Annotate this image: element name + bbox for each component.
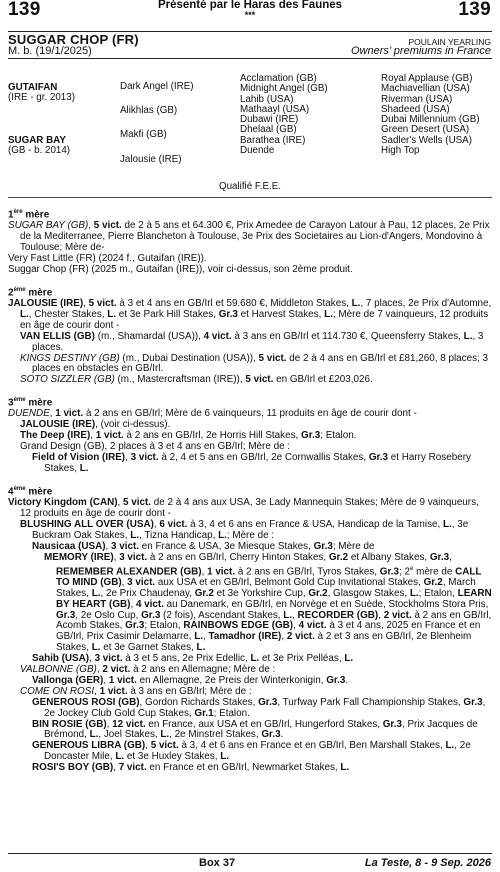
gen3-0: Acclamation (GB) [240,73,317,84]
header-rule-2 [8,58,492,59]
fourth-dam-produce-11: ROSI'S BOY (GB), 7 vict. en France et en GB/Irl, Newmarket Stakes, L. [32,762,350,774]
third-dam-produce-3: Grand Design (GB), 2 places à 3 et 4 ans en GB/Irl; Mère de : [20,441,291,453]
stars: *** [244,10,256,20]
horse-details: M. b. (19/1/2025) [8,45,92,57]
pedigree-gen3 [240,74,328,156]
fourth-dam-produce-5: VALBONNE (GB), 2 vict. à 2 ans en Allemagne; Mère de : [20,664,276,676]
fourth-dam-produce-4: Sahib (USA), 3 vict. à 3 et 5 ans, 2e Prix Edellic, L. et 3e Prix Pelléas, L. [32,653,354,665]
gen3-2: Lahib (USA) [240,93,294,105]
fourth-dam-produce-1: BLUSHING ALL OVER (USA), 6 vict. à 3, 4 et 6 ans en France & USA, Handicap de la Tamise, L., 3e Buckram Oak Stakes, L., Tizna Handicap, L.; Mère de : [20,518,469,541]
gen3-6: Barathea (IRE) [240,134,306,146]
dam-info: (GB - b. 2014) [8,145,71,157]
box-number: Box 37 [199,857,236,869]
gen4-4: Dubai Millennium (GB) [381,114,480,126]
pedigree-gen2-3: Jalousie (IRE) [120,154,182,165]
second-dam-heading: 2ème mère [8,286,53,299]
presented-by: Présenté par le Haras des Faunes [157,0,343,11]
pedigree-gen2-2: Makfi (GB) [120,129,167,140]
dam-name: SUGAR BAY [8,135,66,146]
third-dam-para: DUENDE, 1 vict. à 2 ans en GB/Irl; Mère de 6 vainqueurs, 11 produits en âge de courir dont - [8,408,417,420]
sire-info: (IRE - gr. 2013) [8,92,75,104]
pedigree-rule [8,197,492,198]
gen3-4: Dubawi (IRE) [240,114,299,126]
fourth-dam-produce-3: MEMORY (IRE), 3 vict. à 2 ans en GB/Irl, Cherry Hinton Stakes, Gr.2 et Albany Stakes, Gr.3, REMEMBER ALEXANDER (GB), 1 vict. à 2 ans en GB/Irl, Tyros Stakes, Gr.3; 2e mère de CALL TO MIND (GB), 3 vict. aux USA et en GB/Irl, Belmont Gold Cup Invitational Stakes, Gr.2, March Stakes, L., 2e Prix Chaudenay, Gr.2 et 3e Yorkshire Cup, Gr.2, Glasgow Stakes, L.; Etalon, LEARN BY HEART (GB), 4 vict. au Danemark, en GB/Irl, en Norvège et en Suède, Stockholms Stora Pris, Gr.3, 2e Oslo Cup, Gr.3 (2 fois), Ascendant Stakes, L., RECORDER (GB), 2 vict. à 2 ans en GB/Irl, Acomb Stakes, Gr.3; Etalon, RAINBOWS EDGE (GB), 4 vict. à 3 et 4 ans, 2025 en France et en GB/Irl, Prix Casimir Delamarre, L., Tamadhor (IRE), 2 vict. à 2 et 3 ans en GB/Irl, 2e Blenheim Stakes, L. et 3e Garnet Stakes, L. [44,551,492,654]
second-dam-produce-2: KINGS DESTINY (GB) (m., Dubai Destination (USA)), 5 vict. de 2 à 4 ans en GB/Irl et £81,260, 8 places; 3 places en obstacles en GB/Irl. [20,352,489,375]
fourth-dam-produce-8: GENEROUS ROSI (GB), Gordon Richards Stakes, Gr.3, Turfway Park Fall Championship Stakes, Gr.3, 2e Jockey Club Gold Cup Stakes, Gr.1; Etalon. [32,696,486,719]
pedigree-gen2-0: Dark Angel (IRE) [120,81,194,92]
owners-premiums: Owners’ premiums in France [351,45,491,57]
fourth-dam-produce-10: GENEROUS LIBRA (GB), 5 vict. à 3, 4 et 6 ans en France et en GB/Irl, Ben Marshall Stakes, L., 2e Doncaster Mile, L. et 3e Huxley Stakes, L. [32,740,471,763]
gen3-5: Dhelaal (GB) [240,124,297,136]
pedigree-gen2-1: Alikhlas (GB) [120,105,178,116]
gen4-3: Shadeed (USA) [381,103,450,115]
lot-number-right: 139 [458,0,491,20]
fourth-dam-heading: 4ème mère [8,485,53,498]
gen4-5: Green Desert (USA) [381,124,470,136]
fourth-dam-produce-6: Vallonga (GER), 1 vict. en Allemagne, 2e Preis der Winterkonigin, Gr.3. [32,674,349,686]
gen3-1: Midnight Angel (GB) [240,83,328,95]
gen4-6: Sadler's Wells (USA) [381,134,472,146]
gen4-7: High Top [381,145,420,157]
pedigree-sire [8,83,75,104]
gen4-1: Machiavellian (USA) [381,83,470,95]
fourth-dam-para: Victory Kingdom (CAN), 5 vict. de 2 à 4 ans aux USA, 3e Lady Mannequin Stakes; Mère de 9 vainqueurs, 12 produits en âge de courir dont - [8,497,479,520]
sire-name: GUTAIFAN [8,82,58,93]
fourth-dam-produce-2: Nausicaa (USA), 3 vict. en France & USA, 3e Miesque Stakes, Gr.3; Mère de [32,540,375,552]
first-dam-produce-2: Suggar Chop (FR) (2025 m., Gutaifan (IRE)), voir ci-dessus, son 2ème produit. [8,263,353,275]
second-dam-produce-1: VAN ELLIS (GB) (m., Shamardal (USA)), 4 vict. à 3 ans en GB/Irl et 114.730 €, Queensferry Stakes, L., 3 places. [20,330,484,353]
third-dam-produce-1: JALOUSIE (IRE), (voir ci-dessus). [20,419,171,431]
first-dam-heading: 1ère mère [8,209,50,221]
gen3-3: Mathaayl (USA) [240,103,310,115]
first-dam-produce-1: Very Fast Little (FR) (2024 f., Gutaifan (IRE)). [8,252,207,264]
second-dam-produce-3: SOTO SIZZLER (GB) (m., Mastercraftsman (IRE)), 5 vict. en GB/Irl et £203,026. [20,374,373,386]
lot-number-left: 139 [8,0,41,20]
qualification: Qualifié F.E.E. [218,181,282,192]
fourth-dam-produce-9: BIN ROSIE (GB), 12 vict. en France, aux USA et en GB/Irl, Hungerford Stakes, Gr.3, Prix Jacques de Brémond, L., Joel Stakes, L., 2e Minstrel Stakes, Gr.3. [32,718,478,741]
third-dam-heading: 3ème mère [8,397,53,409]
horse-type: POULAIN YEARLING [408,37,491,47]
produce-record [8,207,492,774]
gen3-7: Duende [240,145,275,157]
second-dam-para: JALOUSIE (IRE), 5 vict. à 3 et 4 ans en GB/Irl et 59.680 €, Middleton Stakes, L., 7 places, 2e Prix d'Automne, L., Chester Stakes, L. et 3e Park Hill Stakes, Gr.3 et Harvest Stakes, L.; Mère de 7 vainqueurs, 12 produits en âge de courir dont - [8,298,492,331]
third-dam-produce-2: The Deep (IRE), 1 vict. à 2 ans en GB/Irl, 2e Horris Hill Stakes, Gr.3; Etalon. [20,430,357,442]
pedigree-gen4 [381,74,480,156]
first-dam-para: SUGAR BAY (GB), 5 vict. de 2 à 5 ans et 64.300 €, Prix Amedee de Carayon Latour à Pau, 12 places, 2e Prix de la Mediterranee, Pierre Blancheton à Toulouse, 3e Prix des Societaires au Lion-d'Angers, Mondovino à Toulouse; Mère de- [8,220,490,254]
fourth-dam-produce-7: COME ON ROSI, 1 vict. à 3 ans en GB/Irl; Mère de : [20,685,252,697]
gen4-2: Riverman (USA) [381,93,453,105]
third-dam-produce-4: Field of Vision (IRE), 3 vict. à 2, 4 et 5 ans en GB/Irl, 2e Cornwallis Stakes, Gr.3 et Harry Rosebery Stakes, L. [32,452,471,475]
sale-place-date: La Teste, 8 - 9 Sep. 2026 [364,857,491,869]
horse-name: SUGGAR CHOP (FR) [8,32,139,47]
pedigree-dam [8,136,70,157]
footer-rule [8,853,492,854]
gen4-0: Royal Applause (GB) [381,73,473,84]
